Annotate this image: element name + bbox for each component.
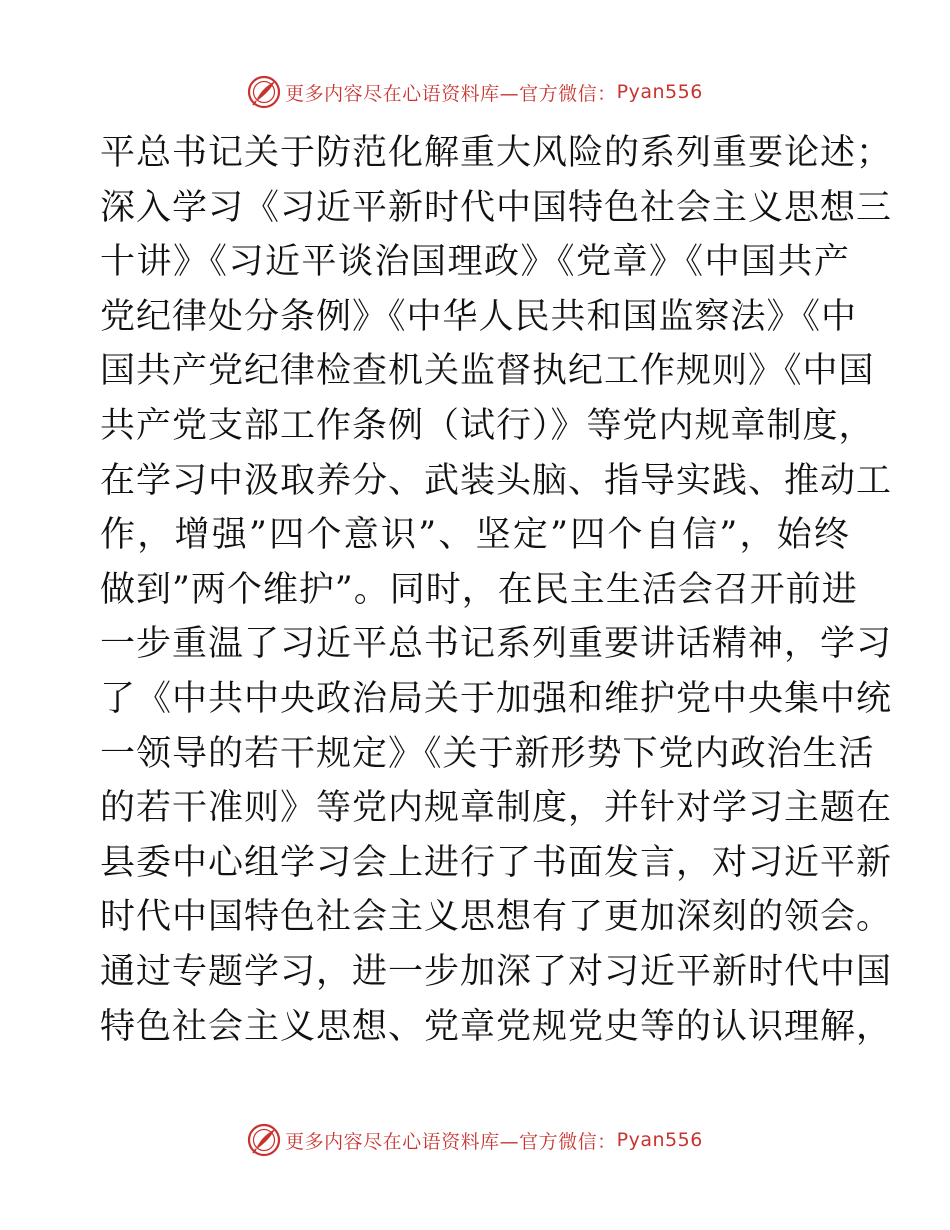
text-line: 一步重温了习近平总书记系列重要讲话精神，学习 [100,624,893,665]
text-line: 县委中心组学习会上进行了书面发言，对习近平新 [100,842,893,883]
text-line: 深入学习《习近平新时代中国特色社会主义思想三 [100,187,893,228]
text-line: 平总书记关于防范化解重大风险的系列重要论述； [100,133,893,173]
watermark-contact: Pyan556 [616,81,703,103]
text-line: 国共产党纪律检查机关监督执纪工作规则》《中国 [100,351,875,392]
text-line: 了《中共中央政治局关于加强和维护党中央集中统 [100,678,893,719]
quill-logo-icon [247,1123,281,1157]
text-line: 共产党支部工作条例（试行）》等党内规章制度， [100,405,875,446]
text-line: 十讲》《习近平谈治国理政》《党章》《中国共产 [100,242,850,283]
footer-watermark [0,1120,950,1160]
text-line: 党纪律处分条例》《中华人民共和国监察法》《中 [100,296,858,337]
text-line: 的若干准则》等党内规章制度，并针对学习主题在 [100,788,893,829]
text-line: 在学习中汲取养分、武装头脑、指导实践、推动工 [100,460,893,501]
header-watermark [0,72,950,112]
text-line: 做到”两个维护”。同时，在民主生活会召开前进 [100,569,858,610]
quill-logo-icon [247,75,281,109]
watermark-contact: Pyan556 [616,1129,703,1151]
watermark-text: 更多内容尽在心语资料库—官方微信： [285,82,617,105]
body-text [100,126,893,1054]
text-line: 作，增强”四个意识”、坚定”四个自信”，始终 [100,515,850,556]
text-line: 特色社会主义思想、党章党规党史等的认识理解， [100,1006,893,1047]
text-line: 时代中国特色社会主义思想有了更加深刻的领会。 [100,897,893,938]
text-line: 通过专题学习，进一步加深了对习近平新时代中国 [100,951,893,992]
watermark-text: 更多内容尽在心语资料库—官方微信： [285,1130,617,1153]
text-line: 一领导的若干规定》《关于新形势下党内政治生活 [100,733,875,774]
